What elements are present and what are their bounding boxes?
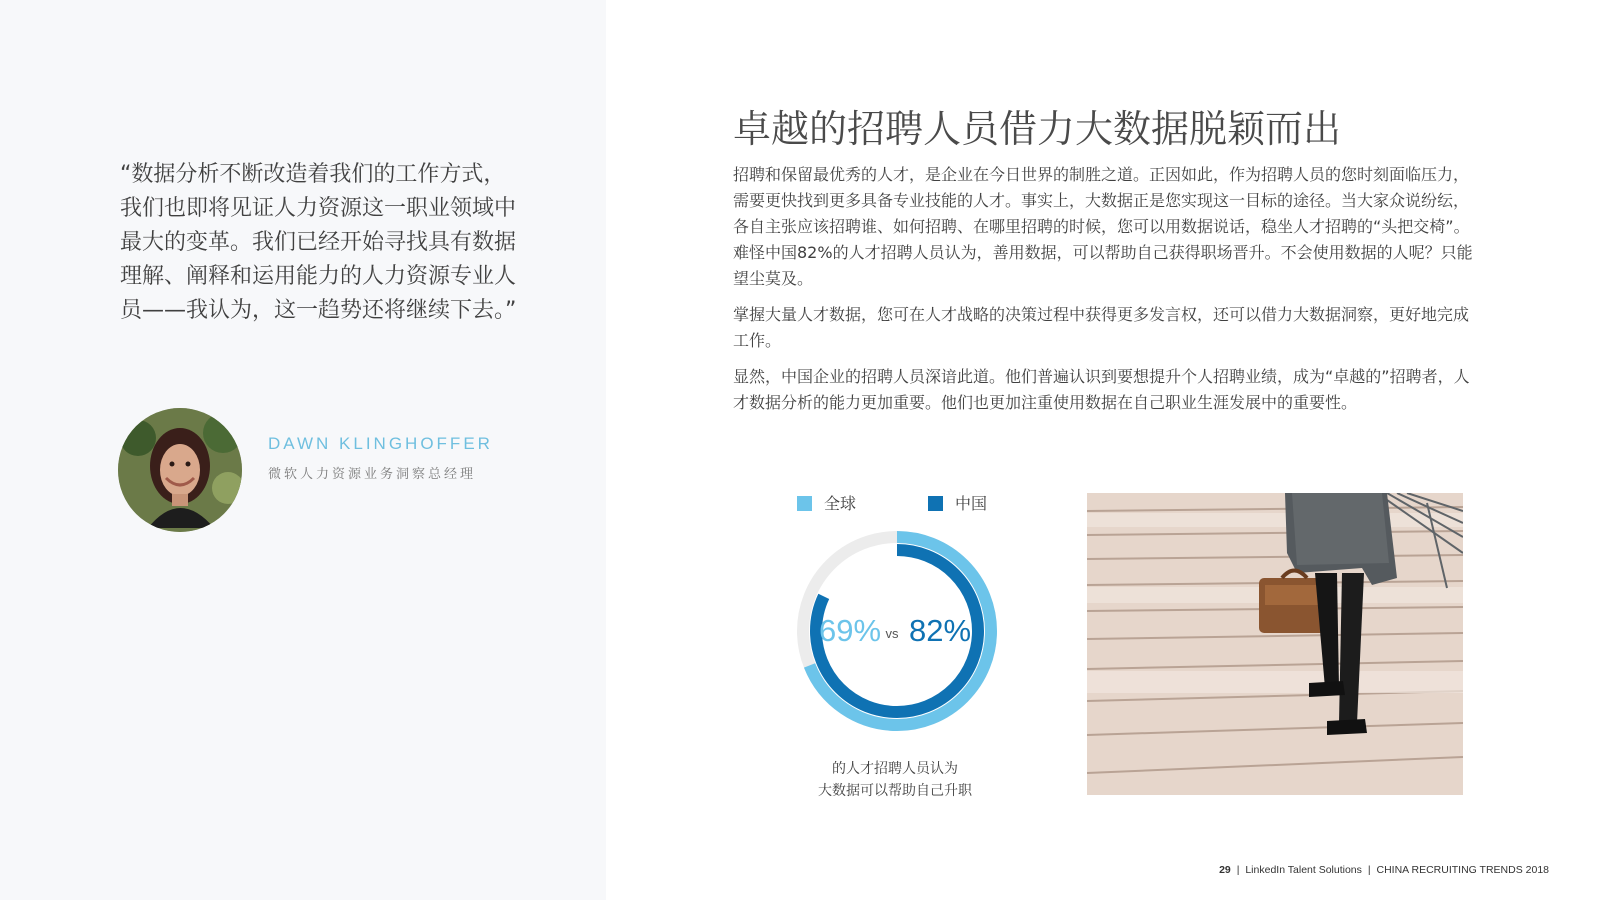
legend-label-china: 中国 [955,494,988,513]
paragraph-3: 显然，中国企业的招聘人员深谙此道。他们普遍认识到要想提升个人招聘业绩，成为“卓越的”招聘者，人才数据分析的能力更加重要。他们也更加注重使用数据在自己职业生涯发展中的重要性。 [733,367,1470,412]
legend-item-china [928,491,987,514]
footer-brand: LinkedIn Talent Solutions [1245,864,1362,876]
author-name: DAWN KLINGHOFFER [268,434,493,453]
vs-label: vs [885,626,899,641]
caption-line-1: 的人才招聘人员认为 [832,761,958,777]
paragraph-1: 招聘和保留最优秀的人才，是企业在今日世界的制胜之道。正因如此，作为招聘人员的您时刻面临压力，需要更快找到更多具备专业技能的人才。事实上，大数据正是您实现这一目标的途径。当大家众说纷纭，各自主张应该招聘谁、如何招聘、在哪里招聘的时候，您可以用数据说话，稳坐人才招聘的“头把交椅”。难怪中国82%的人才招聘人员认为，善用数据，可以帮助自己获得职场晋升。不会使用数据的人呢？只能望尘莫及。 [733,165,1473,288]
page-footer [1219,864,1549,876]
stairs-photo [1087,493,1463,795]
paragraph-2: 掌握大量人才数据，您可在人才战略的决策过程中获得更多发言权，还可以借力大数据洞察，更好地完成工作。 [733,305,1470,350]
author-avatar [118,408,242,532]
legend-swatch-global [797,496,812,511]
donut-chart [792,526,1002,736]
chart-caption [790,758,1000,802]
body-text [733,162,1478,426]
footer-separator: | [1367,864,1371,876]
page-number: 29 [1219,864,1231,876]
page-headline: 卓越的招聘人员借力大数据脱颖而出 [733,107,1342,151]
footer-report: CHINA RECRUITING TRENDS 2018 [1376,864,1549,876]
legend-label-global: 全球 [824,494,857,513]
author-title: 微软人力资源业务洞察总经理 [268,467,477,482]
caption-line-2: 大数据可以帮助自己升职 [818,783,972,799]
data-label-china: 82% [908,613,972,648]
footer-separator: | [1236,864,1240,876]
left-panel [0,0,606,900]
legend-swatch-china [928,496,943,511]
quote-text: “数据分析不断改造着我们的工作方式，我们也即将见证人力资源这一职业领域中最大的变革。我们已经开始寻找具有数据理解、阐释和运用能力的人力资源专业人员——我认为，这一趋势还将继续下去。” [120,162,517,323]
data-label-global: 69% [818,613,882,648]
legend-item-global [797,491,856,514]
